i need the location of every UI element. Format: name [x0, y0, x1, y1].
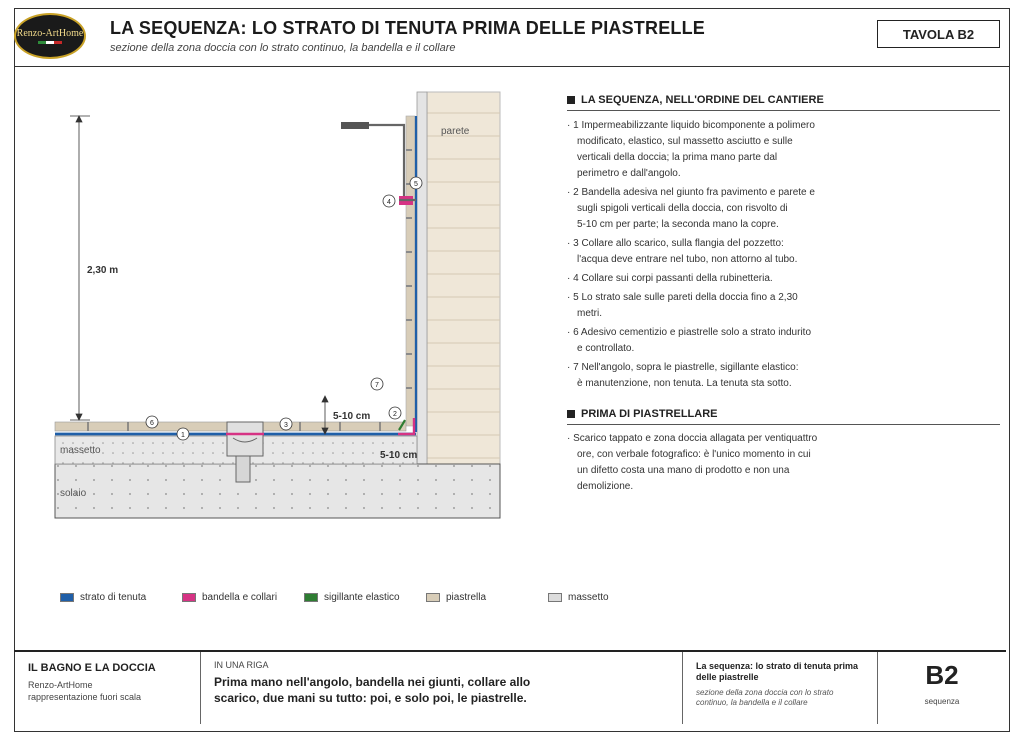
marker-7 [371, 378, 383, 390]
sequence-item-3: · 3 Collare allo scarico, sulla flangia del pozzetto: l'acqua deve entrare nel tubo, non attorno al tubo. [567, 238, 798, 265]
screed-label: massetto [60, 445, 101, 456]
shower-arm [341, 122, 416, 205]
upturn-dimension-label: 5-10 cm [333, 411, 371, 422]
footer-divider [682, 652, 683, 724]
sequence-item-5: · 5 Lo strato sale sulle pareti della doccia fino a 2,30 metri. [567, 292, 798, 319]
page-title: LA SEQUENZA: LO STRATO DI TENUTA PRIMA DELLE PIASTRELLE [110, 18, 705, 38]
before-tiling-heading: PRIMA DI PIASTRELLARE [567, 408, 718, 420]
footer-sheet-code: B2 [925, 660, 959, 690]
footer-series-title: IL BAGNO E LA DOCCIA [28, 662, 156, 674]
square-bullet-icon [567, 410, 575, 418]
sequence-list [567, 118, 847, 395]
slab-texture [55, 464, 500, 518]
sequence-item-2: · 2 Bandella adesiva nel giunto fra pavimento e parete e sugli spigoli verticali della doccia, con risvolto di 5-10 cm per parte; la seconda mano la copre. [567, 187, 815, 230]
wall-plaster [417, 92, 427, 464]
swatch-icon [304, 593, 318, 602]
sequence-item-7: · 7 Nell'angolo, sopra le piastrelle, sigillante elastico: è manutenzione, non tenuta. La tenuta sta sotto. [567, 362, 799, 389]
footer-summary-text: Prima mano nell'angolo, bandella nei giunti, collare allo scarico, due mani su tutto: poi, e solo poi, le piastrelle. [214, 675, 531, 705]
marker-5 [410, 177, 422, 189]
marker-1 [177, 428, 189, 440]
svg-text:6: 6 [150, 420, 154, 427]
legend-item-sealant: sigillante elastico [304, 592, 400, 603]
marker-3 [280, 418, 292, 430]
sequence-rule [567, 110, 1000, 111]
footer-brand: Renzo-ArtHome [28, 680, 93, 690]
footer-rule [14, 650, 1006, 652]
footer-sheet-code-label: sequenza [924, 697, 960, 706]
svg-text:3: 3 [284, 422, 288, 429]
before-tiling-text: · Scarico tappato e zona doccia allagata per ventiquattro ore, con verbale fotografico: è l'unico momento in cui un difetto costa una mano di prodotto e non una demolizione. [567, 433, 818, 492]
legend-item-band: bandella e collari [182, 592, 277, 603]
footer-scale-note: rappresentazione fuori scala [28, 692, 142, 702]
legend-item-screed: massetto [548, 592, 609, 603]
sequence-item-1: · 1 Impermeabilizzante liquido bicomponente a polimero modificato, elastico, sul massetto asciutto e sulle verticali della doccia; la prima mano parte dal perimetro e dall'angolo. [567, 120, 815, 179]
height-dimension-label: 2,30 m [87, 265, 119, 276]
swatch-icon [60, 593, 74, 602]
svg-text:1: 1 [181, 432, 185, 439]
sequence-heading: LA SEQUENZA, NELL'ORDINE DEL CANTIERE [567, 94, 824, 106]
footer-sheet-title: La sequenza: lo strato di tenuta prima delle piastrelle [696, 661, 859, 682]
sequence-item-6: · 6 Adesivo cementizio e piastrelle solo a strato indurito e controllato. [567, 327, 812, 354]
footer-summary-label: IN UNA RIGA [214, 660, 269, 670]
before-tiling-rule [567, 424, 1000, 425]
footer-divider [200, 652, 201, 724]
footer-sheet-subtitle: sezione della zona doccia con lo strato continuo, la bandella e il collare [696, 688, 834, 707]
swatch-icon [548, 593, 562, 602]
logo-text: Renzo-ArtHome [16, 28, 84, 39]
svg-text:2: 2 [393, 411, 397, 418]
marker-4 [383, 195, 395, 207]
square-bullet-icon [567, 96, 575, 104]
svg-text:5: 5 [414, 181, 418, 188]
sheet-number-box: TAVOLA B2 [877, 20, 1000, 48]
wall-label: parete [441, 126, 470, 137]
legend [0, 592, 1024, 608]
wall-block [427, 92, 500, 464]
swatch-icon [182, 593, 196, 602]
page-subtitle: sezione della zona doccia con lo strato continuo, la bandella e il collare [110, 42, 456, 54]
slab-label: solaio [60, 488, 87, 499]
svg-text:4: 4 [387, 199, 391, 206]
swatch-icon [426, 593, 440, 602]
legend-item-tile: piastrella [426, 592, 486, 603]
legend-item-waterproof: strato di tenuta [60, 592, 146, 603]
wall-tiles [406, 116, 415, 426]
svg-text:7: 7 [375, 382, 379, 389]
marker-2 [389, 407, 401, 419]
floor-dimension-label: 5-10 cm [380, 450, 418, 461]
sequence-item-4: · 4 Collare sui corpi passanti della rubinetteria. [567, 273, 773, 284]
upturn-dimension [322, 396, 328, 434]
marker-6 [146, 416, 158, 428]
